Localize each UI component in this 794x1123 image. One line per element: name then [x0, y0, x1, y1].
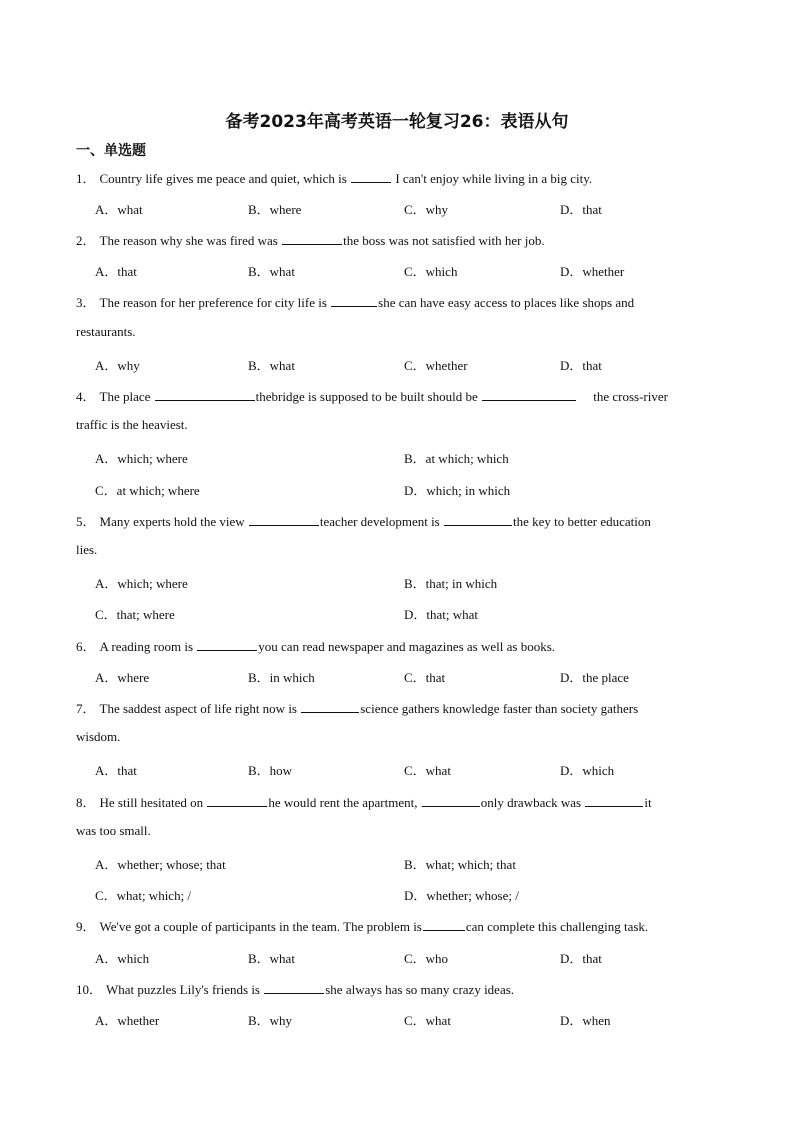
answer-blank[interactable] — [331, 294, 377, 307]
option-b[interactable]: B．why — [248, 1013, 293, 1028]
question-number: 10． — [76, 982, 103, 997]
question-text: Many experts hold the view — [99, 514, 248, 529]
option-d[interactable]: D．when — [560, 1013, 611, 1028]
option-b[interactable]: B．what; which; that — [404, 857, 516, 872]
answer-blank[interactable] — [444, 513, 512, 526]
question-text: can complete this challenging task. — [465, 919, 649, 934]
question-text: The reason for her preference for city life is — [99, 295, 331, 310]
question-text: teacher development is — [319, 514, 443, 529]
question-text: only drawback was — [480, 795, 585, 810]
option-a[interactable]: A．which — [95, 951, 150, 966]
option-d[interactable]: D．that — [560, 202, 602, 217]
question-5 — [76, 511, 716, 530]
question-text: What puzzles Lily's friends is — [106, 982, 264, 997]
question-text: he would rent the apartment, — [268, 795, 421, 810]
question-7 — [76, 698, 716, 717]
question-text: you can read newspaper and magazines as well as books. — [258, 639, 556, 654]
question-number: 3． — [76, 295, 96, 310]
question-number: 5． — [76, 514, 96, 529]
answer-blank[interactable] — [423, 918, 465, 931]
question-text: the boss was not satisfied with her job. — [343, 233, 545, 248]
option-d[interactable]: D．the place — [560, 670, 629, 685]
answer-blank[interactable] — [155, 388, 255, 401]
option-d[interactable]: D．whether — [560, 264, 625, 279]
question-text: I can't enjoy while living in a big city. — [392, 171, 593, 186]
answer-blank[interactable] — [264, 981, 324, 994]
question-text-continued: was too small. — [76, 823, 151, 838]
option-d[interactable]: D．that — [560, 951, 602, 966]
option-a[interactable]: A．whether; whose; that — [95, 857, 226, 872]
question-8 — [76, 792, 716, 811]
question-text-continued: traffic is the heaviest. — [76, 417, 188, 432]
question-text-continued: wisdom. — [76, 729, 121, 744]
answer-blank[interactable] — [351, 170, 391, 183]
question-text: We've got a couple of participants in the team. The problem is — [99, 919, 422, 934]
option-d[interactable]: D．that — [560, 358, 602, 373]
page-title: 备考2023年高考英语一轮复习26：表语从句 — [225, 112, 569, 132]
option-c[interactable]: C．that; where — [95, 607, 175, 622]
answer-blank[interactable] — [249, 513, 319, 526]
option-a[interactable]: A．what — [95, 202, 143, 217]
answer-blank[interactable] — [207, 794, 267, 807]
option-c[interactable]: C．why — [404, 202, 449, 217]
question-9 — [76, 916, 716, 935]
question-2 — [76, 230, 716, 249]
option-c[interactable]: C．which — [404, 264, 458, 279]
option-a[interactable]: A．that — [95, 264, 137, 279]
question-text: she always has so many crazy ideas. — [325, 982, 515, 997]
option-a[interactable]: A．whether — [95, 1013, 160, 1028]
option-d[interactable]: D．which; in which — [404, 483, 511, 498]
option-c[interactable]: C．whether — [404, 358, 468, 373]
answer-blank[interactable] — [282, 232, 342, 245]
answer-blank[interactable] — [585, 794, 643, 807]
option-b[interactable]: B．where — [248, 202, 302, 217]
option-b[interactable]: B．what — [248, 264, 295, 279]
question-text: He still hesitated on — [99, 795, 207, 810]
question-text: A reading room is — [99, 639, 197, 654]
question-text: science gathers knowledge faster than society gathers — [360, 701, 639, 716]
question-number: 8． — [76, 795, 96, 810]
option-c[interactable]: C．who — [404, 951, 449, 966]
option-b[interactable]: B．in which — [248, 670, 315, 685]
question-text: the cross-river — [576, 389, 668, 404]
option-b[interactable]: B．how — [248, 763, 293, 778]
option-b[interactable]: B．that; in which — [404, 576, 498, 591]
question-text: thebridge is supposed to be built should be — [255, 389, 481, 404]
question-text: the key to better education — [513, 514, 651, 529]
option-d[interactable]: D．which — [560, 763, 615, 778]
answer-blank[interactable] — [422, 794, 480, 807]
option-c[interactable]: C．what; which; / — [95, 888, 192, 903]
option-b[interactable]: B．what — [248, 951, 295, 966]
option-d[interactable]: D．whether; whose; / — [404, 888, 519, 903]
option-b[interactable]: B．at which; which — [404, 451, 509, 466]
answer-blank[interactable] — [301, 700, 359, 713]
option-d[interactable]: D．that; what — [404, 607, 479, 622]
option-c[interactable]: C．what — [404, 1013, 451, 1028]
question-number: 9． — [76, 919, 96, 934]
question-text: it — [644, 795, 652, 810]
question-10 — [76, 979, 716, 998]
question-number: 6． — [76, 639, 96, 654]
question-text: she can have easy access to places like shops and — [378, 295, 635, 310]
section-heading: 一、单选题 — [76, 143, 146, 159]
question-text: The saddest aspect of life right now is — [99, 701, 301, 716]
question-text: The reason why she was fired was — [99, 233, 282, 248]
option-a[interactable]: A．which; where — [95, 451, 188, 466]
answer-blank[interactable] — [197, 638, 257, 651]
option-c[interactable]: C．at which; where — [95, 483, 200, 498]
option-a[interactable]: A．why — [95, 358, 140, 373]
question-1 — [76, 168, 716, 187]
question-4 — [76, 386, 716, 405]
option-a[interactable]: A．that — [95, 763, 137, 778]
question-number: 2． — [76, 233, 96, 248]
option-a[interactable]: A．which; where — [95, 576, 188, 591]
answer-blank[interactable] — [482, 388, 576, 401]
question-6 — [76, 636, 716, 655]
question-text-continued: lies. — [76, 542, 98, 557]
question-number: 1． — [76, 171, 96, 186]
question-text: Country life gives me peace and quiet, which is — [99, 171, 351, 186]
question-3 — [76, 292, 716, 311]
option-a[interactable]: A．where — [95, 670, 150, 685]
question-text-continued: restaurants. — [76, 324, 136, 339]
option-b[interactable]: B．what — [248, 358, 295, 373]
question-number: 7． — [76, 701, 96, 716]
option-c[interactable]: C．what — [404, 763, 451, 778]
question-text: The place — [99, 389, 154, 404]
question-number: 4． — [76, 389, 96, 404]
option-c[interactable]: C．that — [404, 670, 446, 685]
